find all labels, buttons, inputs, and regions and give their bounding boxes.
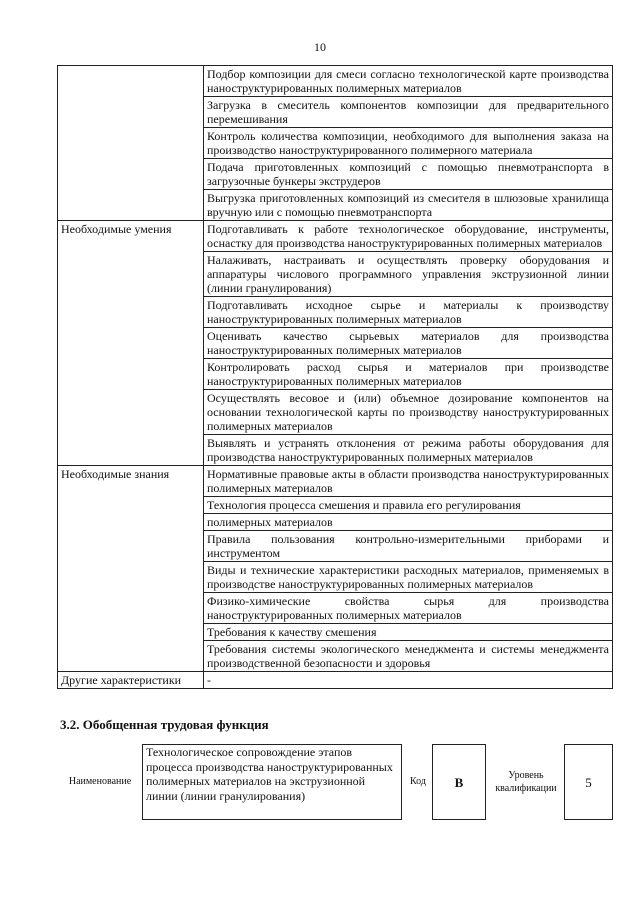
row-content: Виды и технические характеристики расходных материалов, применяемых в производстве наноструктурированных полимерных материалов [204,562,613,593]
row-label [58,66,204,221]
row-content: Физико-химические свойства сырья для производства наноструктурированных полимерных материалов [204,593,613,624]
row-content: Подача приготовленных композиций с помощью пневмотранспорта в загрузочные бункеры экструдеров [204,159,613,190]
row-content: Выгрузка приготовленных композиций из смесителя в шлюзовые хранилища вручную или с помощью пневмотранспорта [204,190,613,221]
code-label: Код [410,776,426,787]
row-content: Загрузка в смеситель компонентов композиции для предварительного перемешивания [204,97,613,128]
section-title: 3.2. Обобщенная трудовая функция [60,717,269,732]
row-content: Технология процесса смешения и правила его регулирования [204,497,613,514]
competency-table-body [58,66,613,689]
page-number: 10 [314,40,326,54]
row-content: Контроль количества композиции, необходимого для выполнения заказа на производство наноструктурированного полимерного материала [204,128,613,159]
row-content: Нормативные правовые акты в области производства наноструктурированных полимерных материалов [204,466,613,497]
row-content: - [204,672,613,689]
table-row [58,66,613,97]
row-content: Контролировать расход сырья и материалов при производстве наноструктурированных полимерных материалов [204,359,613,390]
row-content: Правила пользования контрольно-измерительными приборами и инструментом [204,531,613,562]
row-content: Подготавливать к работе технологическое оборудование, инструменты, оснастку для производства наноструктурированных полимерных материалов [204,221,613,252]
row-content: Требования к качеству смешения [204,624,613,641]
row-label: Другие характеристики [58,672,204,689]
level-value: 5 [564,744,613,820]
row-label: Необходимые знания [58,466,204,672]
competency-table [57,65,613,689]
level-label: Уровень квалификации [495,770,557,794]
row-label: Необходимые умения [58,221,204,466]
row-content: Выявлять и устранять отклонения от режима работы оборудования для производства наноструктурированных полимерных материалов [204,435,613,466]
other-row [58,672,613,689]
name-label: Наименование [68,776,132,787]
row-content: Оценивать качество сырьевых материалов для производства наноструктурированных полимерных материалов [204,328,613,359]
skills-row [58,221,613,252]
row-content: Осуществлять весовое и (или) объемное дозирование компонентов на основании технологической карты по производству наноструктурированных полимерных материалов [204,390,613,435]
row-content: Подготавливать исходное сырье и материалы к производству наноструктурированных полимерных материалов [204,297,613,328]
row-content: полимерных материалов [204,514,613,531]
generalized-function-row [60,744,613,824]
knowledge-row [58,466,613,497]
function-name-field: Технологическое сопровождение этапов процесса производства наноструктурированных полимерных материалов на экструзионной линии (линии гранулирования) [142,744,402,820]
row-content: Налаживать, настраивать и осуществлять проверку оборудования и аппаратуры числового программного управления экструзионной линии (линии гранулирования) [204,252,613,297]
row-content: Подбор композиции для смеси согласно технологической карте производства наноструктурированных полимерных материалов [204,66,613,97]
code-value: B [432,744,486,820]
row-content: Требования системы экологического менеджмента и системы менеджмента производственной безопасности и здоровья [204,641,613,672]
